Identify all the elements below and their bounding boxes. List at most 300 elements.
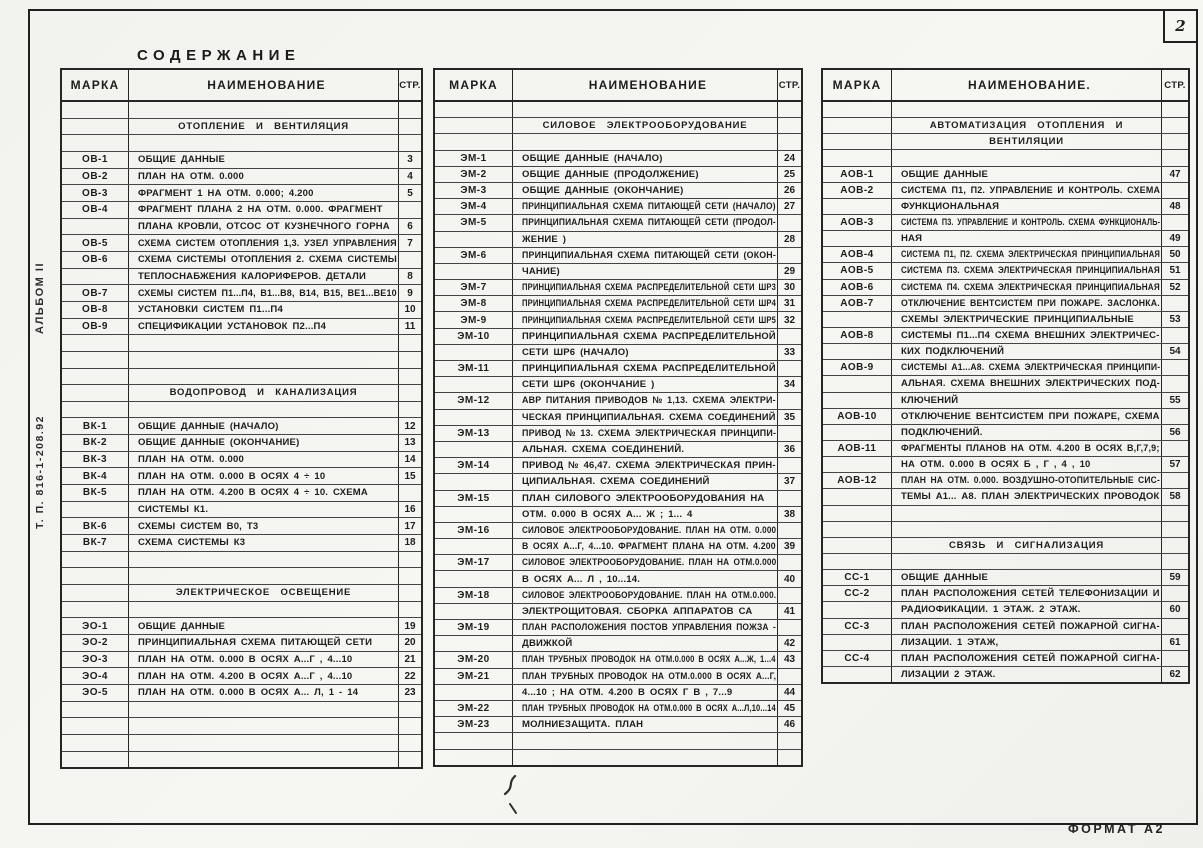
table-body [62,102,421,767]
page-number-text: 39 [783,541,796,553]
name-text: В ОСЯХ А...Г, 4...10. ФРАГМЕНТ ПЛАНА НА ОТМ. 4.200 [522,541,776,553]
table-row [435,507,801,523]
mark-cell [435,167,513,182]
name-text: АВТОМАТИЗАЦИЯ ОТОПЛЕНИЯ И [929,120,1124,132]
mark-text: АОВ-4 [840,249,874,261]
empty-row [823,506,1188,522]
name-text: ПЛАН СИЛОВОГО ЭЛЕКТРООБОРУДОВАНИЯ НА [522,492,765,504]
name-cell [892,602,1161,617]
table-row [62,435,421,452]
mark-cell [62,235,129,251]
mark-text: АОВ-9 [840,362,874,374]
name-cell [513,296,777,311]
mark-text: ЭМ-9 [460,314,487,326]
column-header-page: СТР. [398,70,421,100]
name-cell [892,619,1161,634]
mark-text: ОВ-6 [82,254,108,266]
empty-row [62,335,421,352]
page-cell [398,352,421,368]
page-number-text: 26 [783,185,796,197]
name-text: ОБЩИЕ ДАННЫЕ (ПРОДОЛЖЕНИЕ) [522,168,699,180]
mark-cell [62,285,129,301]
table-row [823,409,1188,425]
name-text: ВОДОПРОВОД И КАНАЛИЗАЦИЯ [169,387,358,399]
page-cell [398,652,421,668]
name-cell [892,586,1161,601]
page-cell [398,169,421,185]
page-cell [398,119,421,135]
name-text: ОБЩИЕ ДАННЫЕ [901,572,989,584]
table-row [823,215,1188,231]
page-cell [1161,134,1188,149]
name-cell [892,538,1161,553]
name-text: СЕТИ ШР6 (НАЧАЛО) [522,346,629,358]
mark-cell [62,652,129,668]
table-row [62,618,421,635]
mark-cell [823,554,892,569]
name-cell [892,296,1161,311]
page-cell [1161,602,1188,617]
table-row [435,474,801,490]
name-cell [513,588,777,603]
empty-row [435,750,801,765]
mark-cell [62,618,129,634]
name-cell [129,335,398,351]
page-cell [398,418,421,434]
column-header-name: НАИМЕНОВАНИЕ [588,78,708,92]
name-cell [892,667,1161,682]
page-cell [777,474,801,489]
page-number-text: 22 [404,670,416,682]
page-number-text: 62 [1169,668,1181,680]
name-cell [129,702,398,718]
name-cell [513,458,777,473]
mark-text: ЭО-1 [82,620,108,632]
name-text: ПЛАН НА ОТМ. 0.000. ВОЗДУШНО-ОТОПИТЕЛЬНЫЕ СИС- [901,475,1160,487]
name-cell [129,169,398,185]
page-number-text: 60 [1169,604,1181,616]
name-text: ПЛАН НА ОТМ. 0.000 В ОСЯХ 4 ÷ 10 [138,470,326,482]
name-cell [129,735,398,751]
table-row [62,518,421,535]
mark-cell [62,152,129,168]
name-text: ФРАГМЕНТ 1 НА ОТМ. 0.000; 4.200 [138,187,314,199]
page-cell [777,507,801,522]
table-header-row [62,70,421,102]
table-row [62,635,421,652]
mark-text: ЭМ-22 [457,703,490,715]
mark-text: ЭМ-18 [457,589,490,601]
mark-cell [62,119,129,135]
name-text: СИСТЕМА П4. СХЕМА ЭЛЕКТРИЧЕСКАЯ ПРИНЦИПИАЛЬНАЯ [901,281,1160,293]
table-row [435,215,801,231]
mark-text: ЭМ-23 [457,719,490,731]
page-number-text: 18 [404,537,416,549]
table-row [823,199,1188,215]
mark-text: АОВ-1 [840,168,874,180]
name-text: ЦИПИАЛЬНАЯ. СХЕМА СОЕДИНЕНИЙ [522,476,710,488]
page-cell [398,285,421,301]
mark-cell [823,215,892,230]
page-cell [777,102,801,117]
page-cell [1161,280,1188,295]
page-cell [777,750,801,765]
mark-cell [823,393,892,408]
page-number-text: 20 [404,637,416,649]
name-cell [892,473,1161,488]
name-cell [129,685,398,701]
name-text: МОЛНИЕЗАЩИТА. ПЛАН [522,719,644,731]
page-cell [398,202,421,218]
table-row [62,219,421,236]
section-header-row [823,118,1188,134]
page-number-text: 40 [783,573,796,585]
name-text: ПЛАН ТРУБНЫХ ПРОВОДОК НА ОТМ.0.000 В ОСЯХ А...Ж, 1...4 [522,654,776,666]
mark-cell [435,701,513,716]
mark-cell [435,442,513,457]
page-cell [398,485,421,501]
name-cell [892,360,1161,375]
page-cell [398,618,421,634]
table-row [435,685,801,701]
mark-text: АОВ-8 [840,330,874,342]
mark-cell [62,402,129,418]
empty-row [435,102,801,118]
table-row [62,468,421,485]
page-number-text: 35 [783,411,796,423]
page-number-text: 31 [783,298,796,310]
page-number-text: 47 [1169,168,1181,180]
mark-cell [435,410,513,425]
name-text: КЛЮЧЕНИЙ [901,394,959,406]
name-text: СХЕМЫ ЭЛЕКТРИЧЕСКИЕ ПРИНЦИПИАЛЬНЫЕ [901,313,1134,325]
table-row [435,523,801,539]
mark-text: ЭМ-11 [457,363,490,375]
page-number-text: 49 [1169,233,1181,245]
mark-text: ОВ-4 [82,204,108,216]
mark-cell [62,735,129,751]
name-text: ДВИЖКОЙ [522,638,573,650]
page-cell [1161,667,1188,682]
page-cell [777,571,801,586]
table-row [823,635,1188,651]
page-cell [777,410,801,425]
table-row [823,619,1188,635]
mark-text: ЭО-3 [82,653,108,665]
page-cell [1161,538,1188,553]
page-number-text: 42 [783,638,796,650]
name-text: ЭЛЕКТРОЩИТОВАЯ. СБОРКА АППАРАТОВ СА [522,605,753,617]
name-cell [513,167,777,182]
mark-cell [62,302,129,318]
mark-cell [823,619,892,634]
page-number-text: 19 [404,620,416,632]
page-cell [398,602,421,618]
mark-text: ЭМ-8 [460,298,487,310]
page-cell [777,555,801,570]
album-stamp: АЛЬБОМ II [34,262,46,334]
name-text: СИСТЕМА П3. УПРАВЛЕНИЕ И КОНТРОЛЬ. СХЕМА ФУНКЦИОНАЛЬ- [901,217,1161,229]
name-cell [892,393,1161,408]
page-cell [398,718,421,734]
page-cell [1161,150,1188,165]
mark-text: АОВ-2 [840,184,874,196]
mark-cell [435,215,513,230]
name-cell [892,263,1161,278]
name-text: ОТКЛЮЧЕНИЕ ВЕНТСИСТЕМ ПРИ ПОЖАРЕ. ЗАСЛОНКА. [901,297,1160,309]
page-cell [777,345,801,360]
page-cell [1161,651,1188,666]
name-text: ПЛАН НА ОТМ. 4.200 В ОСЯХ 4 ÷ 10. СХЕМА [138,487,368,499]
page-cell [1161,344,1188,359]
mark-cell [435,717,513,732]
name-cell [129,185,398,201]
page-cell [398,319,421,335]
table-row [435,458,801,474]
name-text: НА ОТМ. 0.000 В ОСЯХ Б , Г , 4 , 10 [901,459,1091,471]
name-cell [129,302,398,318]
name-cell [129,269,398,285]
mark-text: СС-3 [844,620,870,632]
table-row [435,361,801,377]
mark-cell [823,506,892,521]
page-cell [777,539,801,554]
page-number-text: 44 [783,686,796,698]
page-cell [777,167,801,182]
empty-row [62,369,421,386]
page-cell [398,635,421,651]
name-text: КИХ ПОДКЛЮЧЕНИЙ [901,346,1005,358]
page-cell [398,269,421,285]
name-text: АЛЬНАЯ. СХЕМА СОЕДИНЕНИЙ. [522,444,685,456]
mark-text: ЭМ-13 [457,427,490,439]
table-row [823,376,1188,392]
name-cell [892,134,1161,149]
table-row [435,377,801,393]
table-row [435,426,801,442]
mark-cell [823,328,892,343]
mark-cell [62,135,129,151]
name-cell [892,554,1161,569]
mark-text: ВК-4 [82,470,108,482]
page-number-text: 25 [783,168,796,180]
page-cell [777,491,801,506]
name-cell [892,522,1161,537]
name-cell [129,618,398,634]
page-number-text: 57 [1169,459,1181,471]
mark-cell [823,602,892,617]
column-header-page: СТР. [777,70,801,100]
name-cell [892,312,1161,327]
mark-text: ВК-5 [82,487,108,499]
name-cell [129,602,398,618]
mark-cell [435,685,513,700]
name-cell [513,377,777,392]
name-text: ВЕНТИЛЯЦИИ [989,136,1064,148]
page-number-text: 28 [783,233,796,245]
page-cell [398,185,421,201]
table-row [823,393,1188,409]
mark-cell [62,518,129,534]
table-row [823,296,1188,312]
mark-cell [823,296,892,311]
name-text: СИЛОВОЕ ЭЛЕКТРООБОРУДОВАНИЕ. ПЛАН НА ОТМ. 0.000 [522,524,777,536]
table-row [62,152,421,169]
name-cell [129,402,398,418]
mark-cell [62,635,129,651]
page-cell [398,435,421,451]
name-cell [129,119,398,135]
column-header-mark: МАРКА [435,70,513,100]
page-number-text: 58 [1169,491,1181,503]
table-row [62,535,421,552]
table-row [823,667,1188,682]
mark-cell [823,586,892,601]
sheet-number-box [1163,9,1198,43]
page-cell [777,588,801,603]
name-cell [513,215,777,230]
name-cell [513,620,777,635]
name-text: СХЕМА СИСТЕМ ОТОПЛЕНИЯ 1,3. УЗЕЛ УПРАВЛЕНИЯ [138,237,397,249]
mark-text: ЭМ-1 [460,152,487,164]
name-text: СИЛОВОЕ ЭЛЕКТРООБОРУДОВАНИЕ [542,120,748,132]
name-text: ПРИНЦИПИАЛЬНАЯ СХЕМА РАСПРЕДЕЛИТЕЛЬНОЙ СЕТИ ШР5 [522,314,777,326]
name-text: ПРИНЦИПИАЛЬНАЯ СХЕМА ПИТАЮЩЕЙ СЕТИ (НАЧАЛО) [522,201,776,213]
mark-text: ЭМ-20 [457,654,490,666]
name-text: АЛЬНАЯ. СХЕМА ВНЕШНИХ ЭЛЕКТРИЧЕСКИХ ПОД- [901,378,1160,390]
name-cell [892,183,1161,198]
name-cell [513,571,777,586]
mark-cell [823,538,892,553]
name-text: НАЯ [901,233,923,245]
page-number-text: 34 [783,379,796,391]
table-row [435,280,801,296]
project-series-stamp: Т. П. 816-1-208.92 [34,415,46,529]
name-text: ПЛАН ТРУБНЫХ ПРОВОДОК НА ОТМ.0.000 В ОСЯХ А...Г, [522,670,777,682]
mark-cell [823,489,892,504]
name-cell [129,668,398,684]
page-cell [777,523,801,538]
empty-row [62,735,421,752]
table-row [823,457,1188,473]
empty-row [823,522,1188,538]
page-cell [777,620,801,635]
column-header-mark: МАРКА [62,70,129,100]
mark-cell [62,485,129,501]
mark-cell [62,502,129,518]
table-row [823,247,1188,263]
page-cell [398,685,421,701]
name-text: СХЕМЫ СИСТЕМ В0, Т3 [138,520,259,532]
mark-cell [62,668,129,684]
name-cell [129,285,398,301]
table-row [62,269,421,286]
mark-cell [435,248,513,263]
name-cell [129,752,398,768]
table-row [823,183,1188,199]
table-row [435,555,801,571]
name-cell [513,134,777,149]
table-body [435,102,801,765]
table-header-row [435,70,801,102]
name-cell [513,410,777,425]
pencil-scribble-mark [495,772,525,816]
table-row [435,636,801,652]
mark-text: ЭМ-2 [460,168,487,180]
name-text: СПЕЦИФИКАЦИИ УСТАНОВОК П2...П4 [138,320,327,332]
name-cell [129,652,398,668]
name-cell [129,202,398,218]
table-row [62,418,421,435]
mark-cell [62,385,129,401]
mark-cell [62,685,129,701]
empty-row [62,602,421,619]
mark-cell [62,352,129,368]
name-cell [513,393,777,408]
name-text: ПЛАН РАСПОЛОЖЕНИЯ СЕТЕЙ ТЕЛЕФОНИЗАЦИИ И [901,588,1160,600]
name-cell [129,552,398,568]
page-cell [777,393,801,408]
name-text: ОБЩИЕ ДАННЫЕ [138,620,226,632]
mark-cell [823,167,892,182]
section-header-row [62,585,421,602]
page-number-text: 6 [407,220,413,232]
page-cell [1161,231,1188,246]
table-row [435,167,801,183]
table-row [435,410,801,426]
page-number-text: 9 [407,287,413,299]
page-cell [398,402,421,418]
mark-text: ЭМ-15 [457,492,490,504]
page-cell [398,385,421,401]
name-cell [892,150,1161,165]
table-row [823,312,1188,328]
table-row [435,199,801,215]
page-cell [777,183,801,198]
name-cell [513,232,777,247]
mark-cell [435,750,513,765]
mark-cell [823,425,892,440]
mark-cell [823,312,892,327]
mark-cell [62,752,129,768]
page-cell [1161,635,1188,650]
name-text: ОБЩИЕ ДАННЫЕ [901,168,989,180]
page-number-text: 8 [407,270,413,282]
mark-cell [62,435,129,451]
table-row [435,183,801,199]
empty-row [62,718,421,735]
table-row [62,169,421,186]
mark-text: ЭО-2 [82,637,108,649]
name-text: СИСТЕМА П3. СХЕМА ЭЛЕКТРИЧЕСКАЯ ПРИНЦИПИАЛЬНАЯ [901,265,1160,277]
name-cell [892,441,1161,456]
name-text: ПРИНЦИПИАЛЬНАЯ СХЕМА ПИТАЮЩЕЙ СЕТИ [138,637,373,649]
mark-cell [435,733,513,748]
name-text: ОБЩИЕ ДАННЫЕ (НАЧАЛО) [522,152,663,164]
table-row [62,452,421,469]
mark-text: АОВ-7 [840,297,874,309]
mark-text: ЭМ-19 [457,622,490,634]
page-number-text: 59 [1169,572,1181,584]
table-row [62,502,421,519]
page-cell [398,219,421,235]
name-cell [513,523,777,538]
name-text: ПЛАН РАСПОЛОЖЕНИЯ ПОСТОВ УПРАВЛЕНИЯ ПОЖЗА - [522,622,776,634]
name-text: ТЕПЛОСНАБЖЕНИЯ КАЛОРИФЕРОВ. ДЕТАЛИ [138,270,367,282]
column-header-name: НАИМЕНОВАНИЕ. [968,78,1091,92]
column-header-mark: МАРКА [823,70,892,100]
page-cell [398,568,421,584]
